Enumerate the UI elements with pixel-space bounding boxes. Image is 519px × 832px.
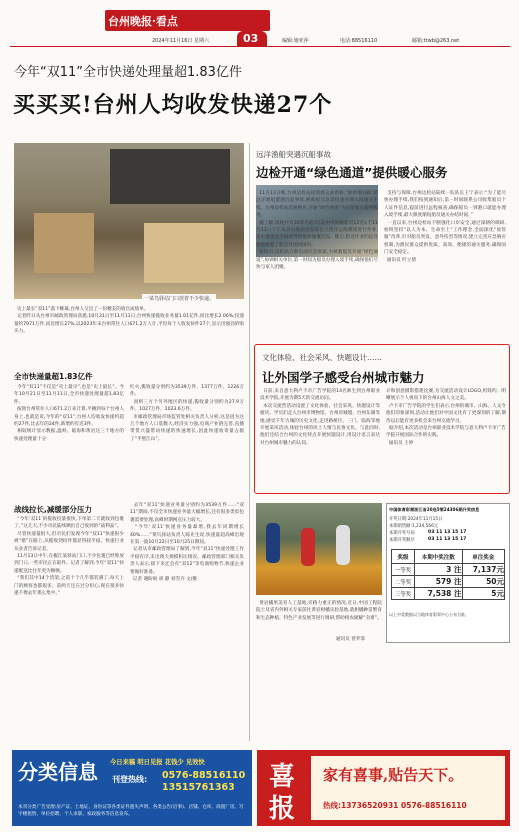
top-story-col2: 红火,揽收量分别约为3539万件、1377万件、1226万件。 而则三方个另外地区的快递,揽收量分别约为27.9万件、1027万件、1023.6万件。 市邮政管理局市场监管处相关负责人分析,这是因为这几个地方人口基数大,经济实力强,电商产业链完善,直播带货兴盛带动快递的快速增长,因此快递收寄量占据了“半壁江山”。	[130, 385, 244, 442]
classified-hotline-label: 刊登热线:	[112, 775, 148, 784]
section-body-volume: 今年“双11”不仅是“史上最早”,也是“史上最长”。今年10月21日至11月11日,全市快递处理量超1.83亿件。 按照台州常住人口671.2万来计算,平摊到每个台州人身上,也就是说,今年的“双11”,台州人均收发快递约超约27件,比去年的24件,新增约有近3件。 相较统计显示数据,温岭、临海和黄岩这三个地方的快递处理量十分	[14, 385, 124, 442]
lottery-header: 奖级	[392, 550, 415, 564]
story4-body: 黄岩橘果美育人工基地,旁路力重正的情况,近日,中国工程院院士及省内外相关专家前往黄岩柑橘实验基地,就柑橘种苗繁育和生态种植、特色产业发展等进行调研,帮助柑农破解“卖难”。	[256, 601, 382, 621]
masthead-email: 邮箱:ttwb@263.net	[412, 38, 460, 44]
story2-kicker: 远洋渔船突遇沉船事故	[256, 150, 331, 159]
celebration-headline: 家有喜事,贴告天下。	[323, 766, 464, 784]
lottery-cell: 7,538 注	[415, 588, 462, 600]
story3-col2: 计和创意摄影搭建比赛,为交流活动设计LOGO,用简约、明晰展示个人视角下的台州山海人文之美。 卢卡市广告学院的学生们表示,台州的城市、山海、人文令他们印象深刻,活动让他们对中国文化有了更深刻的了解,期待以后能有更多机会来台州交流学习。 据介绍,本次活动是台州职业技术学院与意大利卢卡市广告学院开展国际合作的实践。 通讯员 王婷	[386, 389, 506, 446]
lottery-numbers-label: 本期开奖号码	[389, 531, 415, 536]
lottery-cell: 50元	[462, 576, 505, 588]
top-story-photo	[14, 143, 244, 299]
lottery-cell: 一等奖	[392, 564, 415, 576]
story2-headline: 边检开通“绿色通道”提供暖心服务	[256, 165, 448, 180]
lottery-sorted-label: 本期开奖顺序	[389, 538, 415, 543]
story4-credit: 通讯员 曾乔霏	[336, 637, 366, 642]
lottery-cell: 二等奖	[392, 576, 415, 588]
story3-headline: 让外国学子感受台州城市魅力	[262, 370, 425, 385]
story2-col2: 支持与保障,台州边检站陆续一队队长王宁表示:“为了能尽快办理手续,我们按到通知后,第一时间联系公司收集船员个人证件信息,提前进行远程核查,确保船员一到港口就能办理入境手续,最大限度缩短船员通关办结时间。” 一直以来,台州边检站不断强化口岸安全,通过深耕的调研,始终坚持“以人为本、生命至上”工作理念,全面深化“放管服”改革,针对船员突发、意外伤害等情况,建立完善应急响应机制,为渔民群众提供优质、高效、便捷的通关服务,确保国门安全稳定。 通讯员 叶立倩	[384, 191, 506, 263]
celebration-hotline: 热线:13736520931 0576-88516110	[323, 801, 467, 810]
story4-photo	[256, 503, 382, 595]
masthead-date: 2024年11月16日 星期六	[152, 38, 210, 44]
table-row	[392, 564, 505, 576]
story3-body: 日前,来自意大利卢卡市广告学院的14名师生到台州职业技术学院,开展为期5天的交流访问。 本次交流营活动设置了文化体验、社会采风、快题设计等板块。学员们走入台州市博物馆、台州府城墙、台州东湖等地,感受千年古城的历史文化,走进路桥区、三门、临海等地开展采风活动,体验台州的风土人情与民俗文化。与此同时,他们还结合台州的文化特点开展快题设计,用设计语言表达对台州城市魅力的认知。	[260, 389, 380, 446]
masthead-phone: 电话:88516110	[340, 38, 378, 44]
section-title-volume: 全市快递量超1.83亿件	[14, 372, 93, 381]
page-number: 03	[243, 32, 259, 45]
table-row	[392, 576, 505, 588]
top-story-subhead: 今年“双11”全市快递处理量超1.83亿件	[14, 65, 242, 80]
classified-title: 分类信息	[18, 760, 98, 784]
lottery-sorted: 03 11 13 15 17	[428, 537, 467, 542]
lottery-cell: 7,137元	[462, 564, 505, 576]
classified-phone-2: 13515761363	[162, 782, 235, 793]
lottery-header: 单注奖金	[462, 550, 505, 564]
masthead-editor: 编辑:施亚萍	[282, 38, 309, 44]
celebration-ad	[257, 750, 510, 826]
top-story-headline: 买买买!台州人均收发快递27个	[13, 92, 333, 118]
lottery-table-header	[392, 550, 505, 564]
celebration-bao-char: 报	[269, 794, 296, 824]
masthead	[0, 0, 519, 46]
masthead-logo: 台州晚报·看点	[108, 15, 178, 28]
section-body-pressure: “今年‘双11’的揽收投量很快,下单第二天就收到包裹了。”这几天,不少市民陆续晒出自己收到的“战利品”。 尽管快递量很大,但市民们发现今年“双11”快递很少被“堵”在路上,从揽收到投件都显得较平稳。快递行业从业者告诉记者。 11月13日中午,在椒江某驿站门口,不少包裹已经堆放到门口,一些市民正在取件。记者了解到,今年“双11”快递配送比往年更为顺畅。 “我们其中14个货架,之前十个几乎都装满了,每天上门的顾客也都很多。前两天还在过分担心,现在很多快递不像去年那么集中。”	[14, 517, 124, 597]
classified-ad	[12, 750, 252, 826]
column-divider	[249, 143, 250, 741]
classified-phone-1: 0576-88516110	[162, 770, 246, 781]
story3-kicker: 文化体验、社会采风、快题设计……	[262, 353, 382, 362]
lottery-table	[391, 549, 505, 600]
lottery-cell: 579 注	[415, 576, 462, 588]
top-story-photo-caption: 一菜鸟驿站门口放着不少快递。	[144, 296, 215, 302]
masthead-rule	[10, 46, 510, 47]
lottery-numbers: 03 11 13 15 17	[428, 530, 467, 535]
story2-body: 11月13日晚,台州边检站接到群众求助称,“浙岭渔186”轮远洋渔船遭遇沉船事故,被救船员急需快速办理入境通关手续。台州边检站迅速响应,开通“绿色通道”为沉船船员提供服务。 据了解,该轮共有30余名船员(其中中国籍船员12名),于11月12日下午从舟山海岸出发前往大西洋公海渔场进行作业,途中遭遇恶劣海况导致船体倾覆沉没。随后,附近作业的远洋渔船救起了船员并送回国内。 接报后,边检站立即启动应急预案,为被救船员开通“绿色通道”,协调相关单位,第一时间为船员办理入境手续,确保他们尽快与家人团聚。	[256, 191, 378, 271]
lottery-cell: 3 注	[415, 564, 462, 576]
lottery-note: 以上中奖数据以当地体育彩票中心公布为准。	[389, 612, 469, 617]
celebration-xi-char: 喜	[269, 762, 296, 792]
top-story-col2-cont: 去年“双11”快递业务量分别约为3539万件……“双11”期间,不仅全市快递业务量大幅增长,还有很多类似包裹需要处理,高峰时期网点压力较大。 “今年‘双11’快递业务量暴增,我去年同期增长40%……”菜鸟驿站负责人陈先生说,快递量超高峰出现在第一波10月22日至10月25日期间。 记者从市邮政管理局了解到,今年“双11”快递处理工作平稳有序,未出现大规模积压情况。邮政管理部门相关负责人表示,接下来还会有“双12”等电商购物节,快递企业要做好准备。 记者 谢盼盼 胡 静 刘雪卉 文/摄	[130, 503, 244, 583]
lottery-cell: 三等奖	[392, 588, 415, 600]
lottery-date: 开奖日期:2024年11月15日	[389, 517, 443, 522]
lottery-sales: 本期销售额:1,234,566元	[389, 524, 439, 529]
lottery-header: 本期中奖注数	[415, 550, 462, 564]
lottery-title: 中国体育彩票浙江省20选5第24306期开奖信息	[389, 507, 480, 512]
classified-slogan: 今日来稿 明日见报 花钱少 见效快	[110, 759, 205, 766]
lottery-cell: 5元	[462, 588, 505, 600]
table-row	[392, 588, 505, 600]
top-story-lead: 史上最长“双11”落下帷幕,台州人交出了一份精美的收官成绩单。 记者昨日从台州市邮政管理局获悉,10月21日至11月11日,台州快递揽收业务量1.01亿件,同比增长2.06%;投递量约7971万件,同比增长27%,以2023年末台州常住人口671.2万人计,平均每个人收发快件27个,显示出强劲的购买力。	[14, 307, 244, 335]
classified-footer: 本刊分类广告受理:房产证、土地证、身份证等各类证件遗失声明、各类公告(启事)、店铺、仓库、商置厂房、写字楼租售、单位招聘、个人求职、家政服务等信息发布。	[18, 805, 244, 817]
section-title-pressure: 战线拉长,减缓部分压力	[14, 505, 92, 514]
